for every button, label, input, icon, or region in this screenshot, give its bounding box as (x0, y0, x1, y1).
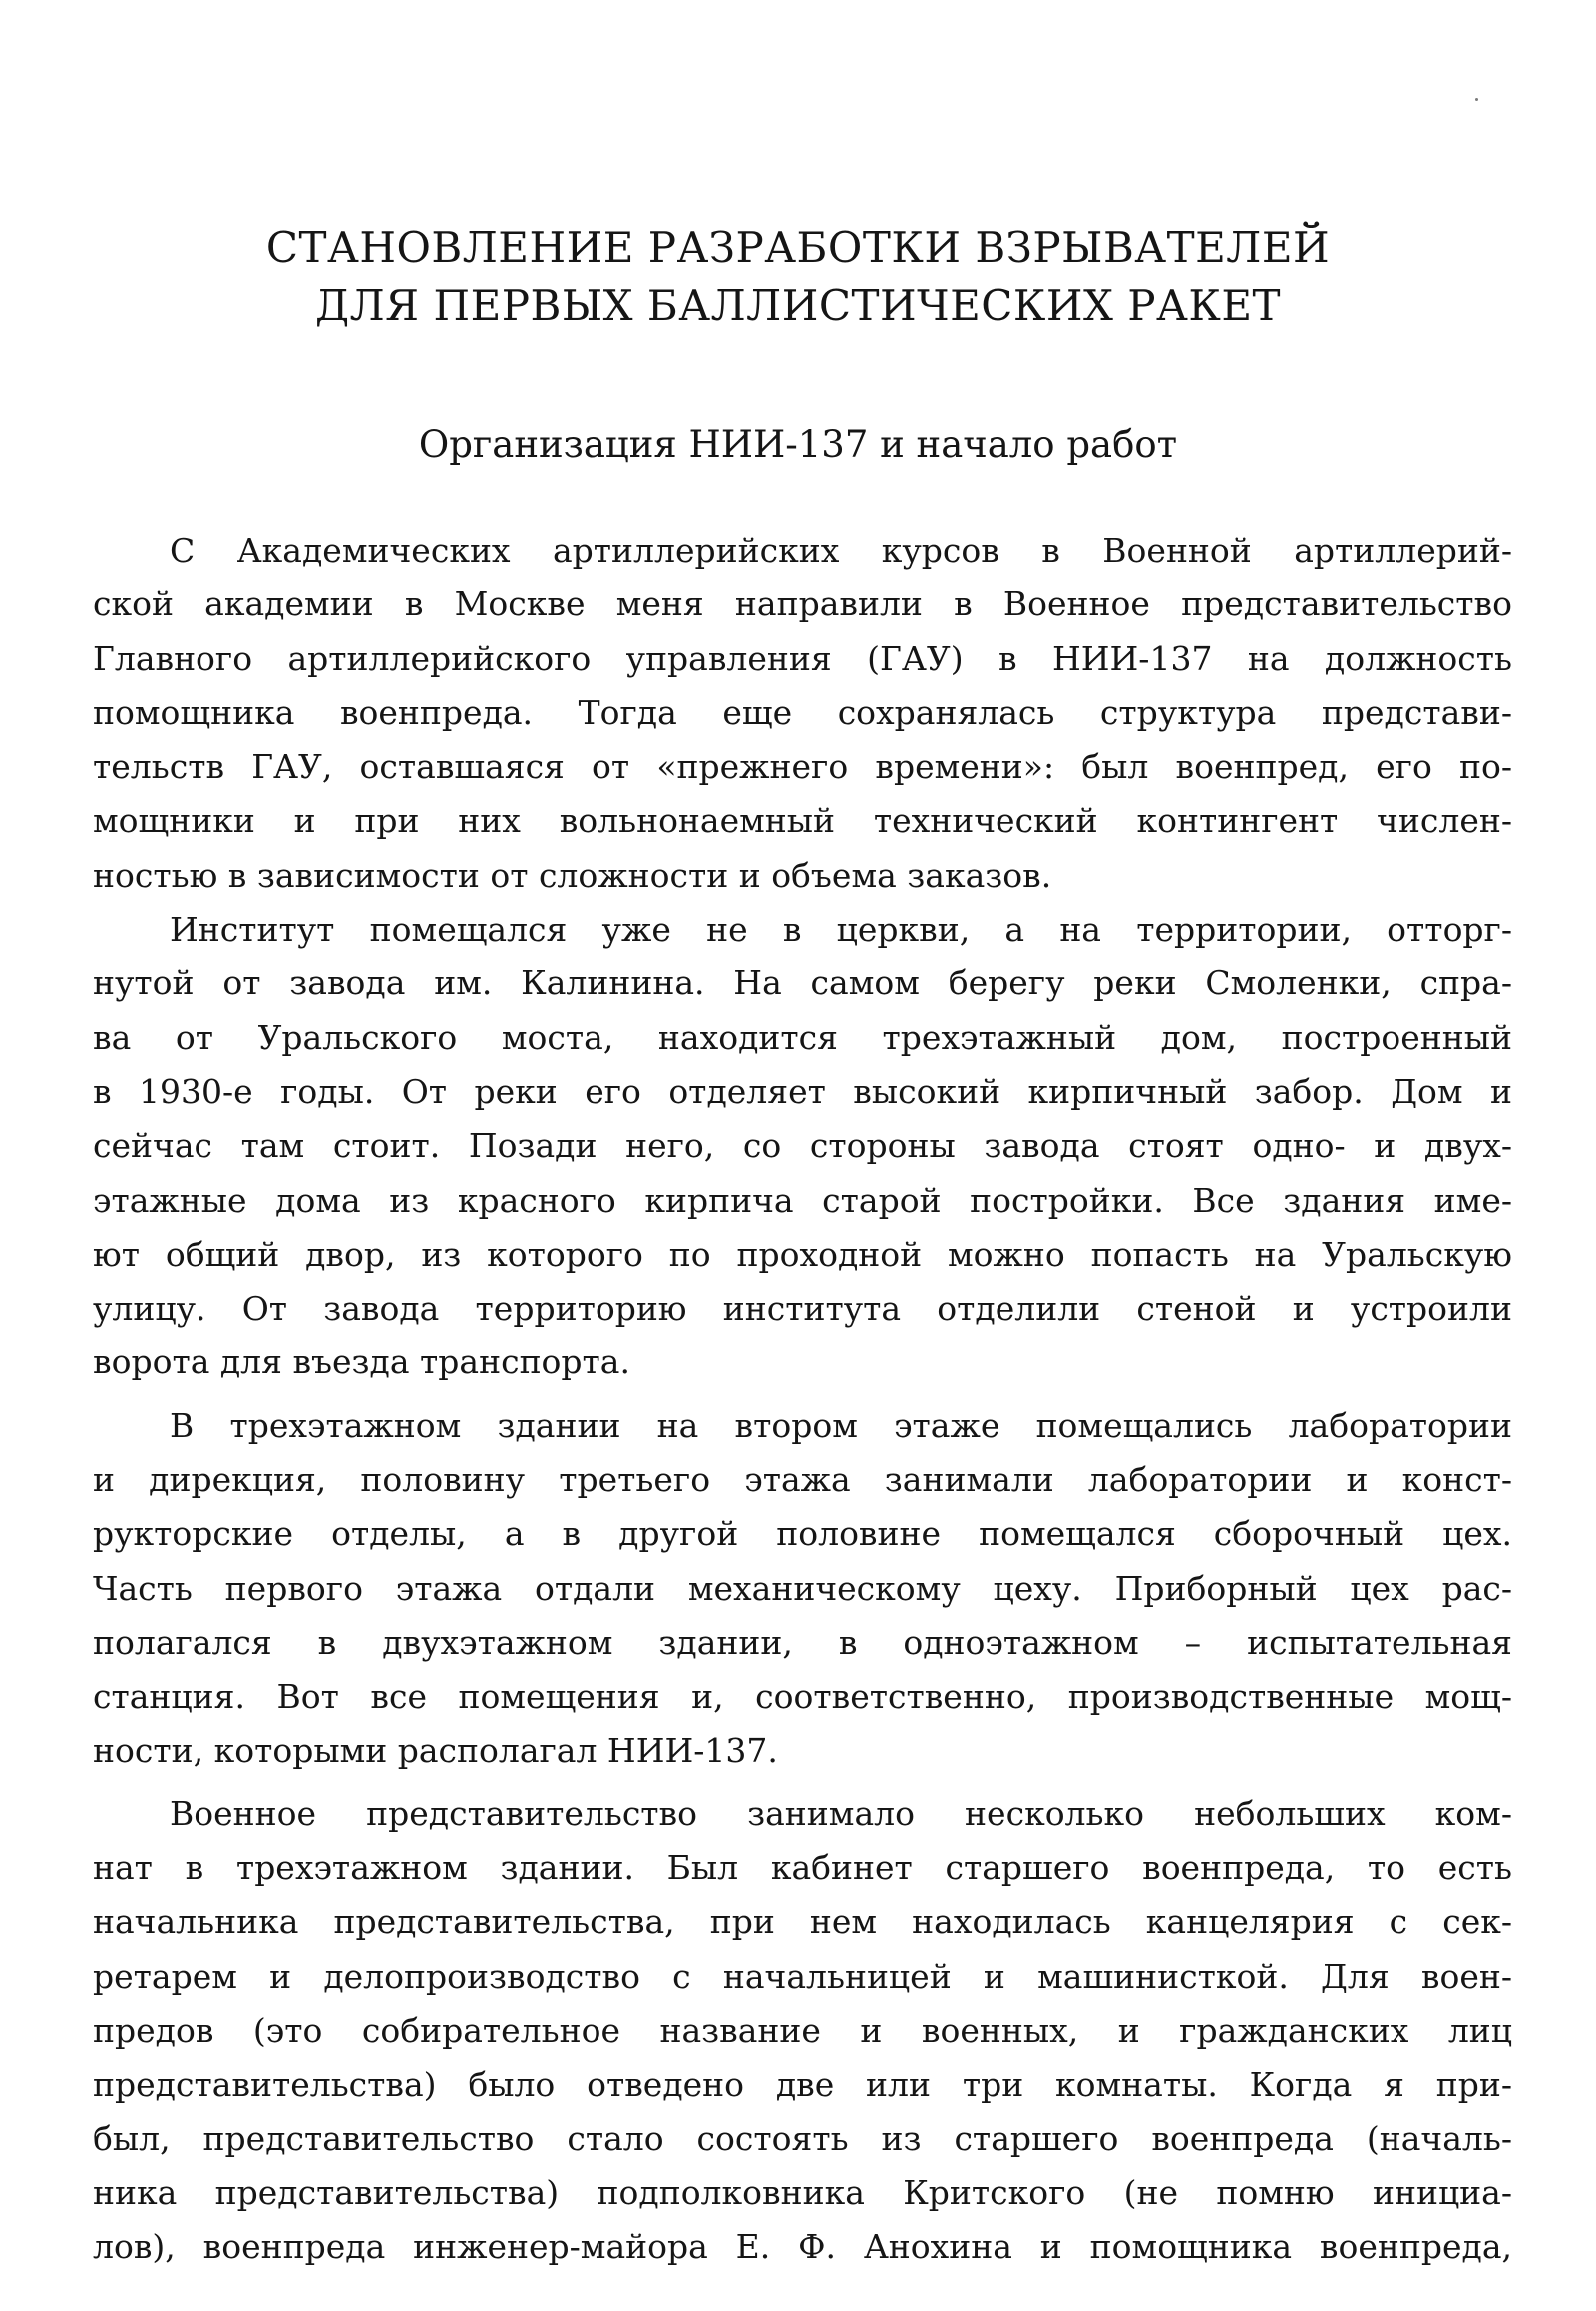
text-line: ворота для въезда транспорта. (93, 1343, 630, 1382)
body-text (93, 524, 1512, 2275)
text-line: ности, которыми располагал НИИ-137. (93, 1731, 778, 1770)
text-line: станция. Вот все помещения и, соответственно, производственные мощ- (93, 1677, 1512, 1717)
text-line: улицу. От завода территорию института отделили стеной и устроили (93, 1289, 1512, 1329)
text-line: С Академических артиллерийских курсов в Военной артиллерий- (170, 531, 1512, 570)
text-line: ва от Уральского моста, находится трехэтажный дом, построенный (93, 1017, 1512, 1057)
text-line: ника представительства) подполковника Критского (не помню инициа- (93, 2172, 1512, 2212)
text-line: Главного артиллерийского управления (ГАУ) в НИИ-137 на должность (93, 638, 1512, 678)
text-line: ностью в зависимости от сложности и объема заказов. (93, 855, 1052, 895)
text-line: Институт помещался уже не в церкви, а на территории, отторг- (170, 910, 1512, 950)
text-line: начальника представительства, при нем находилась канцелярия с сек- (93, 1902, 1512, 1942)
text-line: нутой от завода им. Калинина. На самом берегу реки Смоленки, спра- (93, 963, 1512, 1003)
text-line: и дирекция, половину третьего этажа занимали лаборатории и конст- (93, 1460, 1512, 1500)
paragraph-4 (93, 1787, 1512, 2275)
text-line: помощника военпреда. Тогда еще сохранялась структура представи- (93, 692, 1512, 732)
text-line: ской академии в Москве меня направили в Военное представительство (93, 584, 1512, 624)
chapter-title-line: ДЛЯ ПЕРВЫХ БАЛЛИСТИЧЕСКИХ РАКЕТ (314, 281, 1281, 330)
text-line: мощники и при них вольнонаемный технический контингент числен- (93, 801, 1512, 841)
paragraph-1 (93, 524, 1512, 903)
text-line: Военное представительство занимало несколько небольших ком- (170, 1793, 1512, 1833)
chapter-title (150, 219, 1446, 335)
text-line: был, представительство стало состоять из старшего военпреда (началь- (93, 2118, 1512, 2158)
text-line: сейчас там стоит. Позади него, со стороны завода стоят одно- и двух- (93, 1126, 1512, 1166)
text-line: лов), военпреда инженер-майора Е. Ф. Анохина и помощника военпреда, (93, 2227, 1512, 2267)
text-line: представительства) было отведено две или три комнаты. Когда я при- (93, 2065, 1512, 2105)
text-line: тельств ГАУ, оставшаяся от «прежнего времени»: был военпред, его по- (93, 747, 1512, 787)
paragraph-gap (93, 1390, 1512, 1399)
text-line: рукторские отделы, а в другой половине помещался сборочный цех. (93, 1514, 1512, 1554)
paragraph-2 (93, 903, 1512, 1390)
text-line: предов (это собирательное название и военных, и гражданских лиц (93, 2011, 1512, 2051)
text-line: в 1930-е годы. От реки его отделяет высокий кирпичный забор. Дом и (93, 1071, 1512, 1111)
text-line: ретарем и делопроизводство с начальницей и машинисткой. Для воен- (93, 1956, 1512, 1996)
paragraph-gap (93, 1778, 1512, 1787)
text-line: ют общий двор, из которого по проходной можно попасть на Уральскую (93, 1234, 1512, 1274)
text-line: Часть первого этажа отдали механическому цеху. Приборный цех рас- (93, 1568, 1512, 1608)
paragraph-3 (93, 1399, 1512, 1778)
text-line: этажные дома из красного кирпича старой постройки. Все здания име- (93, 1180, 1512, 1220)
scan-speck (1475, 98, 1478, 101)
text-line: нат в трехэтажном здании. Был кабинет старшего военпреда, то есть (93, 1848, 1512, 1888)
chapter-title-line: СТАНОВЛЕНИЕ РАЗРАБОТКИ ВЗРЫВАТЕЛЕЙ (265, 223, 1331, 272)
text-line: В трехэтажном здании на втором этаже помещались лаборатории (170, 1405, 1512, 1445)
section-title: Организация НИИ-137 и начало работ (418, 423, 1178, 466)
text-line: полагался в двухэтажном здании, в одноэтажном – испытательная (93, 1622, 1512, 1662)
chapter-heading (150, 219, 1446, 335)
